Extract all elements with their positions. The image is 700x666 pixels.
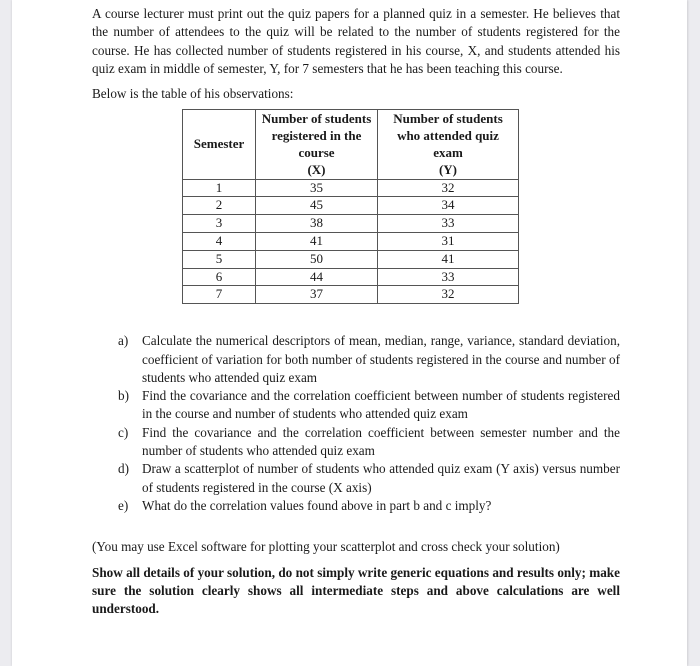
header-attended-y xyxy=(378,110,519,179)
cell-y: 41 xyxy=(378,250,519,268)
table-row xyxy=(183,179,519,197)
header-y-line: (Y) xyxy=(438,161,458,177)
document-content xyxy=(92,0,620,618)
cell-x: 35 xyxy=(256,179,378,197)
question-text: Find the covariance and the correlation coefficient between semester number and the number of students who attended quiz exam xyxy=(142,424,620,459)
header-x-line: registered in the xyxy=(271,128,362,144)
question-marker: d) xyxy=(118,461,129,477)
cell-x: 45 xyxy=(256,197,378,215)
cell-x: 44 xyxy=(256,268,378,286)
cell-y: 31 xyxy=(378,233,519,251)
question-text: Draw a scatterplot of number of students who attended quiz exam (Y axis) versus number of students registered in the course (X axis) xyxy=(142,461,620,495)
table-row xyxy=(183,286,519,304)
cell-semester: 2 xyxy=(183,197,256,215)
table-row xyxy=(183,197,519,215)
excel-note: (You may use Excel software for plotting your scatterplot and cross check your solution) xyxy=(92,539,560,555)
question-marker: c) xyxy=(118,424,129,440)
intro-paragraph: A course lecturer must print out the quiz papers for a planned quiz in a semester. He believes that the number of attendees to the quiz will be related to the number of students registered for the course. He has collected number of students registered in his course, X, and students attended his quiz exam in middle of semester, Y, for 7 semesters that he has been teaching this course. xyxy=(92,6,620,76)
header-x-line: (X) xyxy=(307,161,326,177)
question-item-a xyxy=(118,332,620,387)
header-x-line: course xyxy=(298,145,335,161)
question-item-c xyxy=(118,424,620,461)
table-header-row xyxy=(183,110,519,179)
question-text: Calculate the numerical descriptors of mean, median, range, variance, standard deviation, coefficient of variation for both number of students registered in the course and number of students who attended quiz exam xyxy=(142,333,620,385)
document-page xyxy=(12,0,687,666)
cell-x: 41 xyxy=(256,233,378,251)
cell-x: 38 xyxy=(256,215,378,233)
cell-y: 33 xyxy=(378,215,519,233)
cell-y: 32 xyxy=(378,179,519,197)
table-row xyxy=(183,233,519,251)
header-y-line: who attended quiz xyxy=(397,128,499,144)
table-row xyxy=(183,250,519,268)
cell-semester: 7 xyxy=(183,286,256,304)
question-marker: e) xyxy=(118,497,129,513)
cell-y: 34 xyxy=(378,197,519,215)
cell-semester: 1 xyxy=(183,179,256,197)
cell-semester: 5 xyxy=(183,250,256,268)
header-y-line: Number of students xyxy=(393,111,503,127)
header-x-line: Number of students xyxy=(261,111,372,127)
cell-semester: 4 xyxy=(183,233,256,251)
cell-x: 50 xyxy=(256,250,378,268)
question-list xyxy=(92,332,620,515)
question-item-b xyxy=(118,387,620,424)
header-semester: Semester xyxy=(183,110,256,179)
cell-semester: 3 xyxy=(183,215,256,233)
question-text: What do the correlation values found above in part b and c imply? xyxy=(142,497,492,513)
table-row xyxy=(183,215,519,233)
cell-y: 33 xyxy=(378,268,519,286)
table-intro: Below is the table of his observations: xyxy=(92,86,294,102)
question-marker: b) xyxy=(118,388,129,404)
question-text: Find the covariance and the correlation coefficient between number of students registered in the course and number of students who attended quiz exam xyxy=(142,388,620,422)
table-row xyxy=(183,268,519,286)
cell-semester: 6 xyxy=(183,268,256,286)
header-y-line: exam xyxy=(433,145,463,161)
question-item-e xyxy=(118,497,620,515)
question-item-d xyxy=(118,460,620,497)
cell-y: 32 xyxy=(378,286,519,304)
question-marker: a) xyxy=(118,333,129,349)
observations-table xyxy=(182,109,519,304)
solution-instructions: Show all details of your solution, do not simply write generic equations and results only; make sure the solution clearly shows all intermediate steps and above calculations are well understood. xyxy=(92,564,620,617)
header-registered-x xyxy=(256,110,378,179)
cell-x: 37 xyxy=(256,286,378,304)
